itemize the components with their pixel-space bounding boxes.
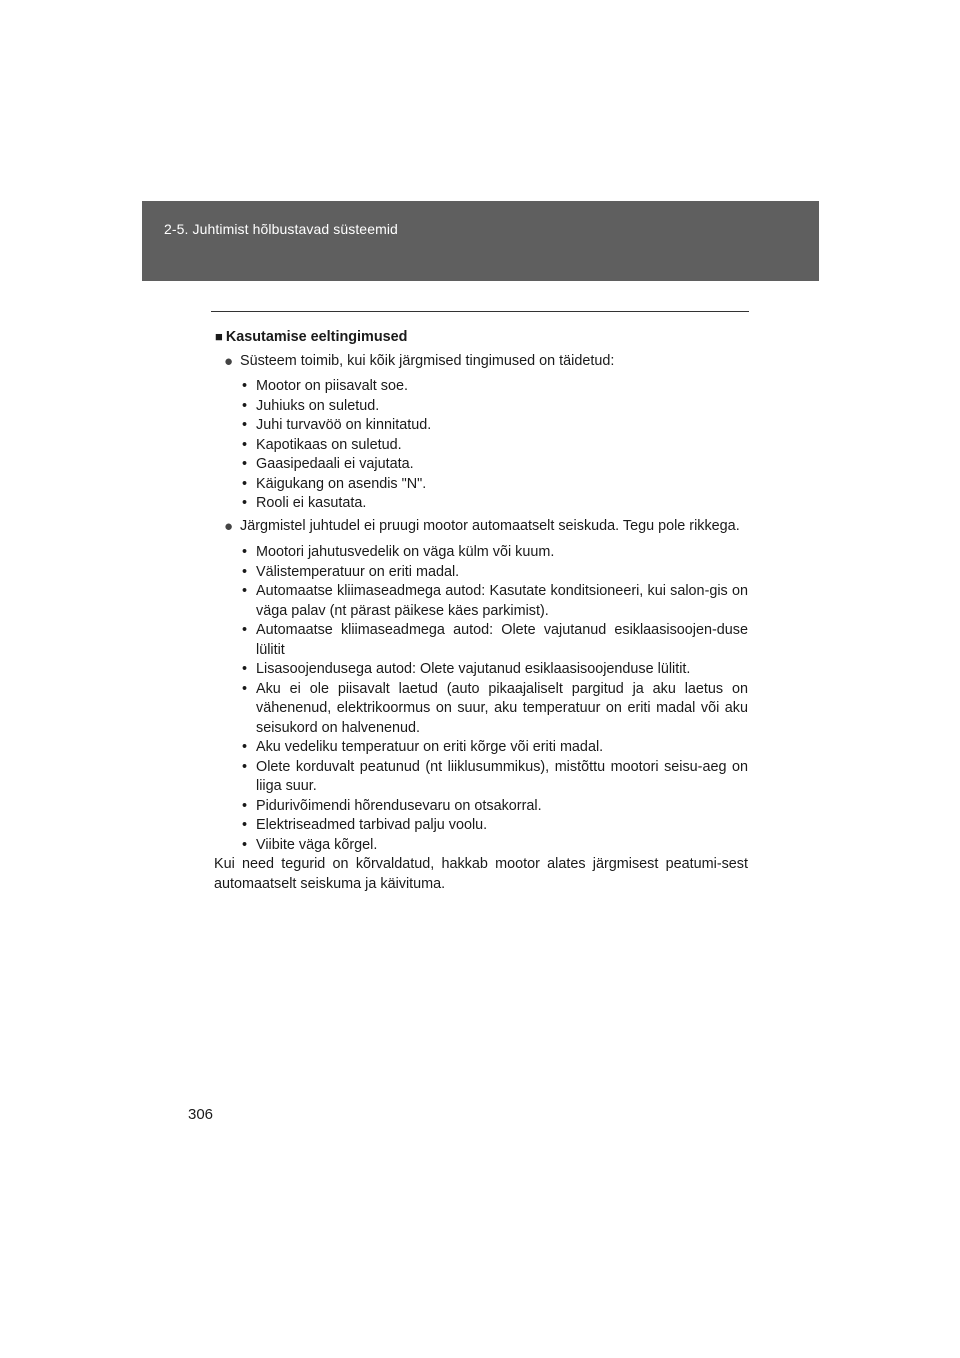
condition-block <box>214 352 748 514</box>
list-item: • Mootori jahutusvedelik on väga külm või kuum. <box>242 544 555 560</box>
condition-list <box>214 377 748 514</box>
list-item: • Olete korduvalt peatunud (nt liiklusummikus), mistõttu mootori seisu-aeg on liiga suur. <box>242 758 748 794</box>
list-item: • Lisasoojendusega autod: Olete vajutanud esiklaasisoojenduse lülitit. <box>242 661 691 677</box>
list-item: • Viibite väga kõrgel. <box>242 836 378 853</box>
chapter-title: 2-5. Juhtimist hõlbustavad süsteemid <box>164 221 398 237</box>
exception-list <box>214 543 748 855</box>
circle-bullet-icon: ● <box>224 517 234 535</box>
exception-intro: ● Järgmistel juhtudel ei pruugi mootor automaatselt seiskuda. Tegu pole rikkega. <box>224 517 740 535</box>
list-item: • Välistemperatuur on eriti madal. <box>242 563 460 580</box>
list-item: • Kapotikaas on suletud. <box>242 436 402 453</box>
list-item: • Aku ei ole piisavalt laetud (auto pikaajaliselt pargitud ja aku laetus on vähenenud, elektrikoormus on suur, aku temperatuur on eriti madal või aku seisukord on halvenenud. <box>242 680 748 736</box>
section-heading: ■ Kasutamise eeltingimused <box>215 329 408 345</box>
square-bullet-icon: ■ <box>215 329 223 344</box>
exception-block <box>214 517 748 856</box>
page-content <box>214 327 748 894</box>
list-item: • Automaatse kliimaseadmega autod: Kasutate konditsioneeri, kui salon-gis on väga palav (nt pärast päikese käes parkimist). <box>242 583 748 619</box>
list-item: • Juhiuks on suletud. <box>242 397 380 414</box>
list-item: • Automaatse kliimaseadmega autod: Olete vajutanud esiklaasisoojen-duse lülitit <box>242 622 748 658</box>
chapter-header-band <box>142 201 819 281</box>
list-item: • Elektriseadmed tarbivad palju voolu. <box>242 817 488 833</box>
closing-paragraph: Kui need tegurid on kõrvaldatud, hakkab mootor alates järgmisest peatumi-sest automaatselt seiskuma ja käivituma. <box>214 856 748 892</box>
list-item: • Käigukang on asendis "N". <box>242 475 427 492</box>
condition-intro: ● Süsteem toimib, kui kõik järgmised tingimused on täidetud: <box>224 352 615 370</box>
list-item: • Juhi turvavöö on kinnitatud. <box>242 417 432 433</box>
list-item: • Gaasipedaali ei vajutata. <box>242 456 414 472</box>
page-number: 306 <box>188 1106 214 1123</box>
circle-bullet-icon: ● <box>224 352 234 370</box>
list-item: • Aku vedeliku temperatuur on eriti kõrge või eriti madal. <box>242 739 604 755</box>
section-divider <box>211 311 749 312</box>
list-item: • Mootor on piisavalt soe. <box>242 378 408 394</box>
list-item: • Rooli ei kasutata. <box>242 495 367 511</box>
list-item: • Pidurivõimendi hõrendusevaru on otsakorral. <box>242 797 542 814</box>
